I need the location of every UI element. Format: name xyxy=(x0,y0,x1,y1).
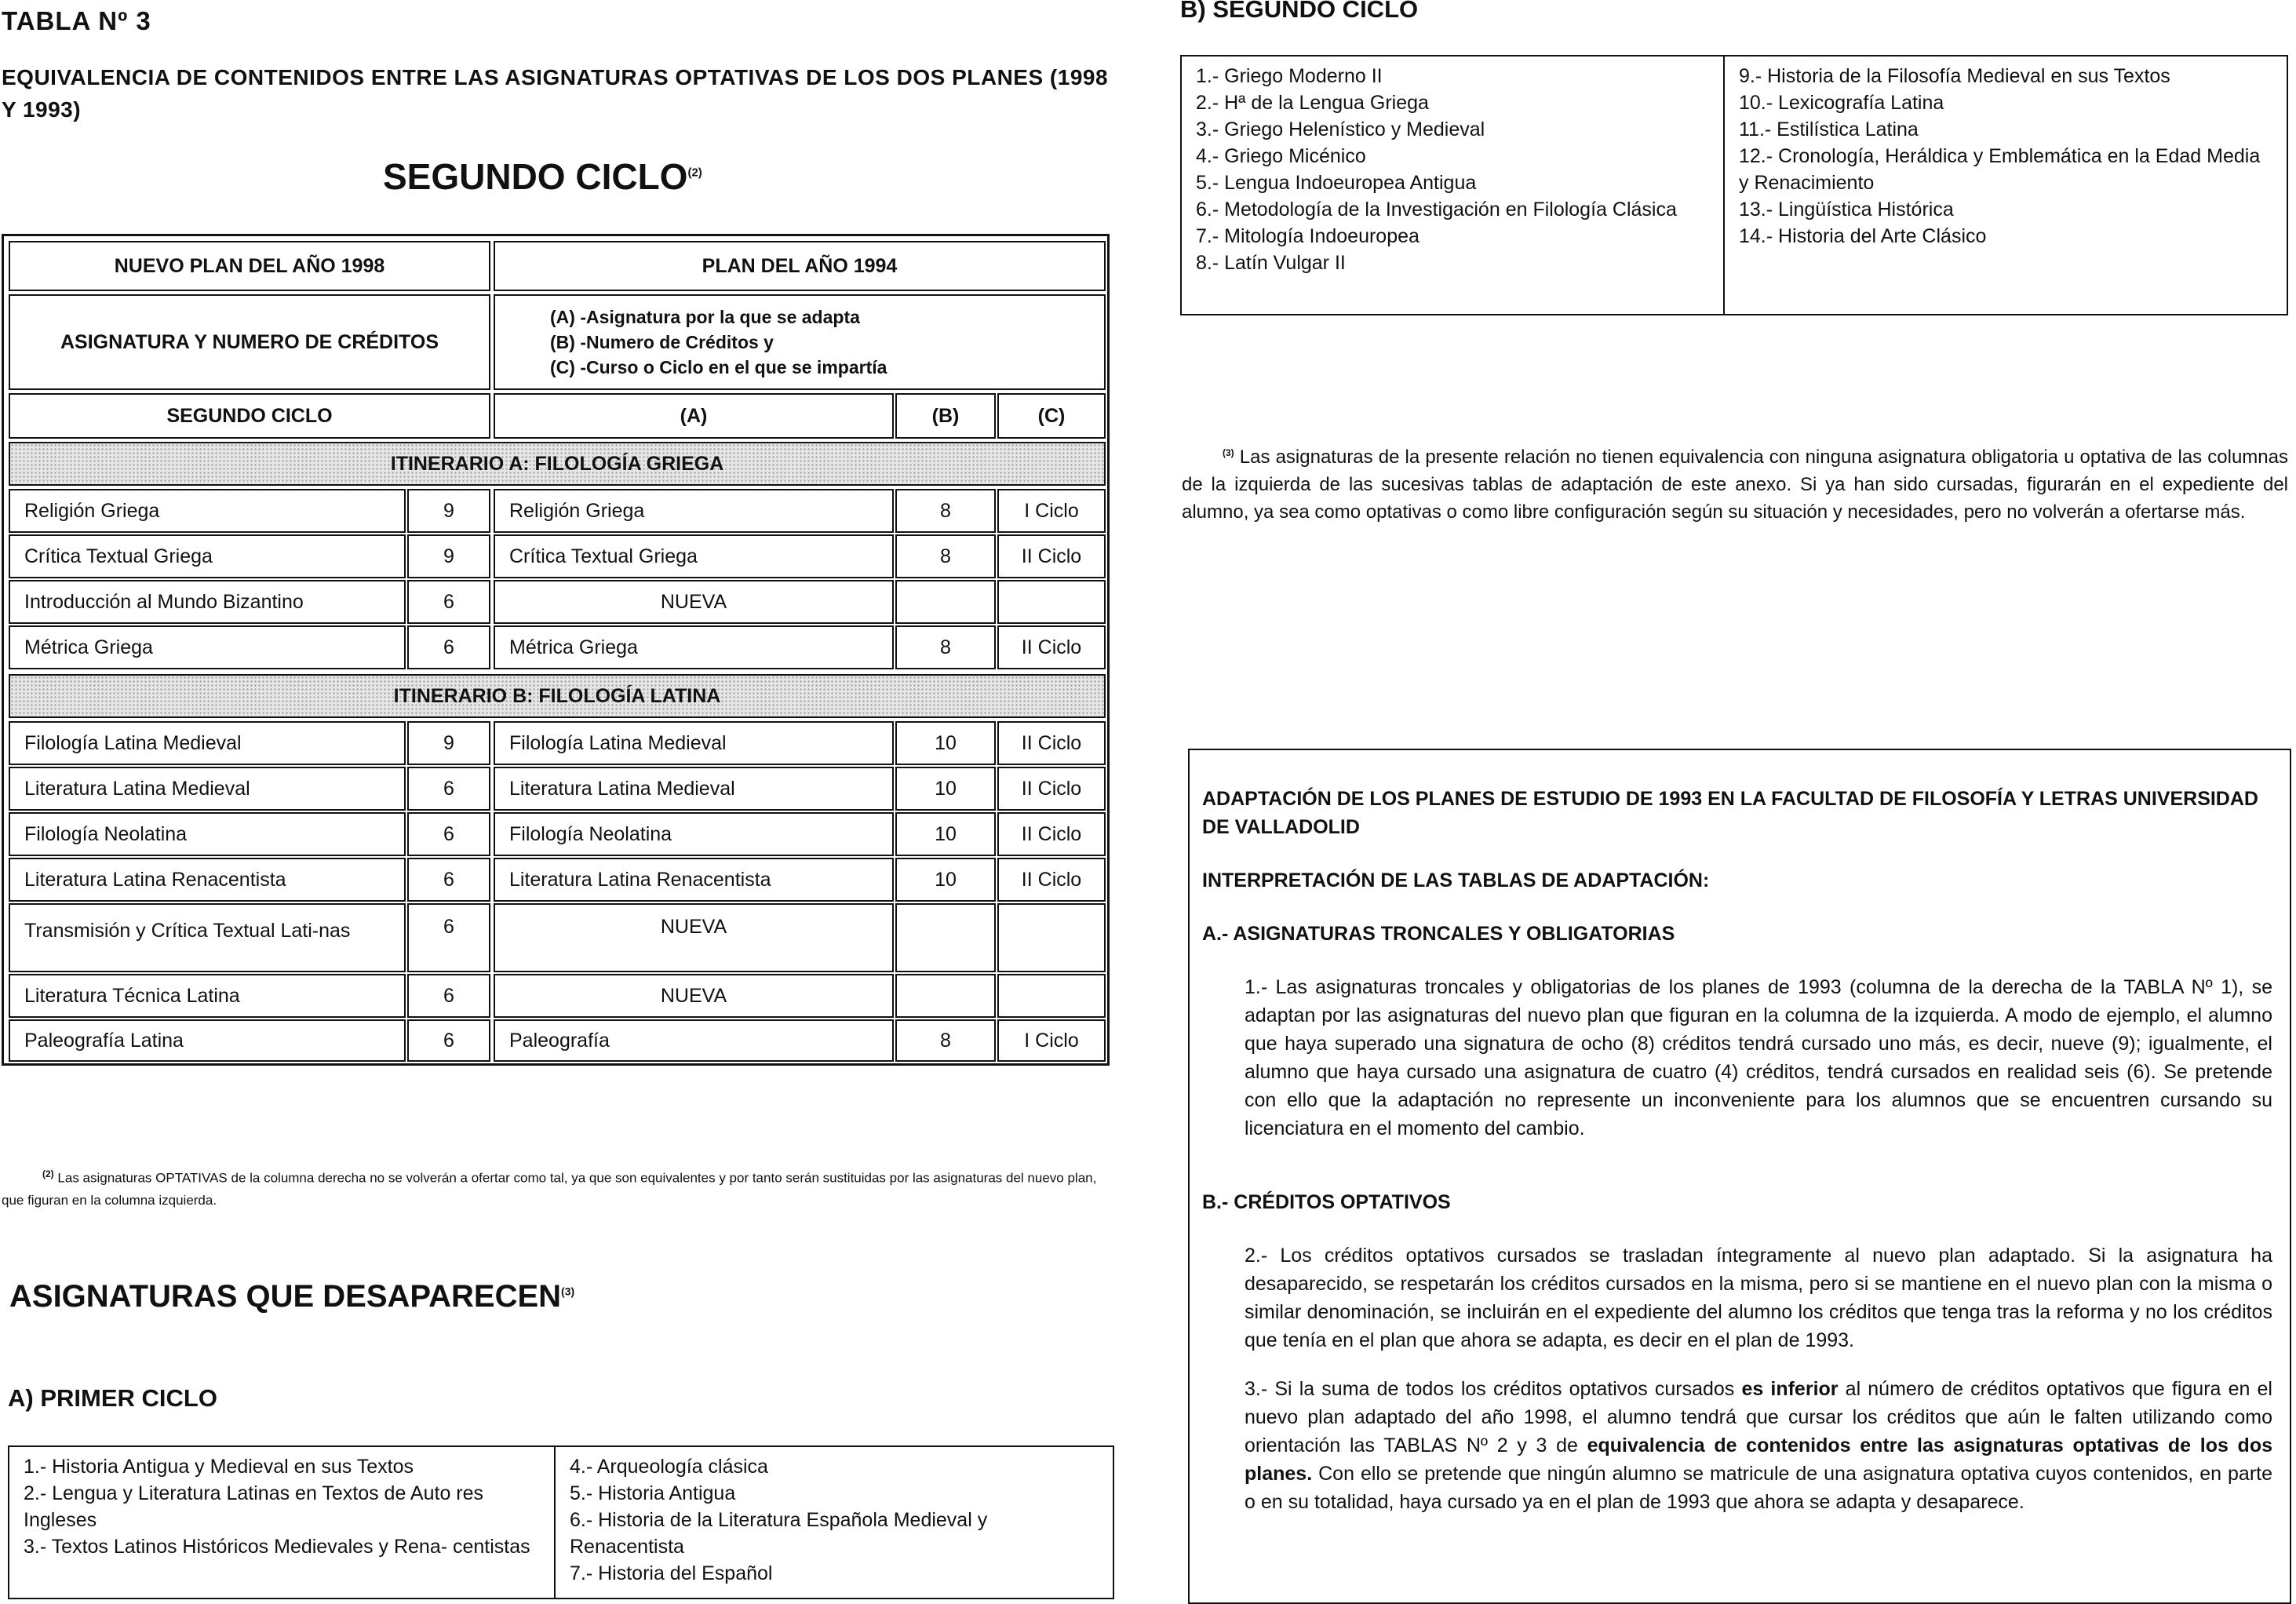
new-subject: Literatura Latina Renacentista xyxy=(9,858,406,902)
list-item: 7.- Mitología Indoeuropea xyxy=(1196,225,1420,247)
old-cycle: II Ciclo xyxy=(997,534,1106,578)
paragraph-3-text: Con ello se pretende que ningún alumno se matricule de una asignatura optativa cuyos contenidos, en parte o en su totalidad, haya cursado ya en el plan de 1993 que ahora se adapta y desaparece. xyxy=(1245,1463,2272,1513)
footnote-ref: (3) xyxy=(561,1285,575,1298)
list-item: 2.- Hª de la Lengua Griega xyxy=(1196,92,1429,114)
asig-header: ASIGNATURA Y NUMERO DE CRÉDITOS xyxy=(9,294,490,390)
paragraph-3-bold: equivalencia de contenidos entre las asignaturas optativas de los dos planes. xyxy=(1245,1434,2272,1485)
paragraph-3-text: al número de créditos optativos que figura en el nuevo plan adaptado del año 1998, el alumno tendrá que cursar los créditos que aún le falten utilizando como orientación las TABLAS Nº 2 y 3 de xyxy=(1245,1378,2272,1456)
footnote-text: Las asignaturas OPTATIVAS de la columna derecha no se volverán a ofertar como tal, ya que son equivalentes y por tanto serán sustituidas por las asignaturas del nuevo plan, que figuran en la columna izquierda. xyxy=(2,1170,1097,1208)
section-heading-segundo-ciclo xyxy=(383,155,702,198)
new-subject: Literatura Latina Medieval xyxy=(9,767,406,811)
equivalence-table xyxy=(2,234,1110,1066)
new-subject: Religión Griega xyxy=(9,489,406,533)
list-item: 9.- Historia de la Filosofía Medieval en sus Textos xyxy=(1739,65,2170,87)
itinerario-b-band: ITINERARIO B: FILOLOGÍA LATINA xyxy=(9,674,1106,718)
section-heading-desaparecen xyxy=(9,1279,574,1314)
list-item: 13.- Lingüística Histórica xyxy=(1739,199,1954,221)
old-subject: Paleografía xyxy=(494,1019,894,1062)
section-heading-text: SEGUNDO CICLO xyxy=(383,156,688,197)
sub-header-c: (C) xyxy=(997,393,1106,439)
list-item: 1.- Historia Antigua y Medieval en sus Textos xyxy=(24,1456,414,1478)
col-header-old-plan: PLAN DEL AÑO 1994 xyxy=(494,241,1106,291)
sub-header-left: SEGUNDO CICLO xyxy=(9,393,490,439)
old-cycle: I Ciclo xyxy=(997,1019,1106,1062)
old-subject: Métrica Griega xyxy=(494,625,894,669)
old-subject: NUEVA xyxy=(494,974,894,1018)
list-item: 6.- Historia de la Literatura Española Medieval y Renacentista xyxy=(570,1509,988,1558)
list-item: 3.- Textos Latinos Históricos Medievales y Rena- centistas xyxy=(24,1536,530,1558)
list-item: 12.- Cronología, Heráldica y Emblemática en la Edad Media y Renacimiento xyxy=(1739,145,2261,194)
old-credits xyxy=(895,903,996,972)
old-credits: 8 xyxy=(895,489,996,533)
primer-ciclo-list xyxy=(8,1445,1114,1599)
old-cycle xyxy=(997,974,1106,1018)
box-heading: ADAPTACIÓN DE LOS PLANES DE ESTUDIO DE 1993 EN LA FACULTAD DE FILOSOFÍA Y LETRAS UNIVERSIDAD DE VALLADOLID xyxy=(1202,788,2258,838)
old-subject: NUEVA xyxy=(494,580,894,624)
footnote-3 xyxy=(1182,439,2288,526)
footnote-mark: (2) xyxy=(42,1168,54,1179)
section-b-heading: B.- CRÉDITOS OPTATIVOS xyxy=(1202,1191,1451,1213)
old-credits: 10 xyxy=(895,812,996,856)
old-credits xyxy=(895,974,996,1018)
list-item: 7.- Historia del Español xyxy=(570,1562,773,1584)
new-subject: Métrica Griega xyxy=(9,625,406,669)
old-subject: Religión Griega xyxy=(494,489,894,533)
legend-c: (C) -Curso o Ciclo en el que se impartía xyxy=(550,357,887,377)
old-cycle xyxy=(997,580,1106,624)
list-item: 4.- Arqueología clásica xyxy=(570,1456,768,1478)
list-item: 4.- Griego Micénico xyxy=(1196,145,1366,167)
subsection-primer-ciclo: A) PRIMER CICLO xyxy=(8,1384,217,1412)
list-item: 3.- Griego Helenístico y Medieval xyxy=(1196,118,1485,140)
list-item: 10.- Lexicografía Latina xyxy=(1739,92,1944,114)
page-title: EQUIVALENCIA DE CONTENIDOS ENTRE LAS ASIGNATURAS OPTATIVAS DE LOS DOS PLANES (1998 Y 1993) xyxy=(2,65,1109,122)
old-cycle: II Ciclo xyxy=(997,625,1106,669)
legend-b: (B) -Numero de Créditos y xyxy=(550,332,774,352)
table-number: TABLA Nº 3 xyxy=(2,6,151,35)
new-credits: 6 xyxy=(407,767,490,811)
old-subject: Filología Latina Medieval xyxy=(494,721,894,765)
footnote-mark: (3) xyxy=(1223,447,1234,458)
list-item: 1.- Griego Moderno II xyxy=(1196,65,1383,87)
segundo-ciclo-list xyxy=(1180,55,2288,315)
adaptation-box xyxy=(1188,749,2291,1604)
new-credits: 9 xyxy=(407,721,490,765)
list-item: 6.- Metodología de la Investigación en Filología Clásica xyxy=(1196,199,1677,221)
legend-cell xyxy=(494,294,1106,390)
subsection-segundo-ciclo: B) SEGUNDO CICLO xyxy=(1180,0,1419,23)
sub-header-a: (A) xyxy=(494,393,894,439)
paragraph-3 xyxy=(1245,1375,2272,1516)
footnote-text: Las asignaturas de la presente relación no tienen equivalencia con ninguna asignatura obligatoria u optativa de las columnas de la izquierda de las sucesivas tablas de adaptación de este anexo. Si ya han sido cursadas, figurarán en el expediente del alumno, ya sea como optativas o como libre configuración según su situación y necesidades, pero no volverán a ofertarse más. xyxy=(1182,447,2288,523)
new-credits: 6 xyxy=(407,812,490,856)
new-subject: Filología Neolatina xyxy=(9,812,406,856)
new-subject: Literatura Técnica Latina xyxy=(9,974,406,1018)
new-credits: 6 xyxy=(407,1019,490,1062)
old-credits: 8 xyxy=(895,534,996,578)
list-item: 14.- Historia del Arte Clásico xyxy=(1739,225,1987,247)
new-credits: 6 xyxy=(407,625,490,669)
old-subject: Literatura Latina Medieval xyxy=(494,767,894,811)
old-subject: Crítica Textual Griega xyxy=(494,534,894,578)
old-subject: NUEVA xyxy=(494,903,894,972)
old-cycle: II Ciclo xyxy=(997,767,1106,811)
new-credits: 9 xyxy=(407,489,490,533)
new-subject: Paleografía Latina xyxy=(9,1019,406,1062)
itinerario-a-band: ITINERARIO A: FILOLOGÍA GRIEGA xyxy=(9,442,1106,486)
sub-header-b: (B) xyxy=(895,393,996,439)
list-item: 8.- Latín Vulgar II xyxy=(1196,252,1346,274)
new-credits: 6 xyxy=(407,974,490,1018)
legend-a: (A) -Asignatura por la que se adapta xyxy=(550,307,860,327)
footnote-2 xyxy=(2,1163,1110,1212)
paragraph-2: 2.- Los créditos optativos cursados se trasladan íntegramente al nuevo plan adaptado. Si la asignatura ha desaparecido, se respetarán los créditos cursados en la misma, pero si se mantiene en el nuevo plan con la misma o similar denominación, se incluirán en el expediente del alumno los créditos que tenga tras la reforma y no los créditos que tenía en el plan que ahora se adapta, es decir en el plan de 1993. xyxy=(1245,1245,2272,1351)
col-header-new-plan: NUEVO PLAN DEL AÑO 1998 xyxy=(9,241,490,291)
new-credits: 6 xyxy=(407,903,490,972)
section-a-heading: A.- ASIGNATURAS TRONCALES Y OBLIGATORIAS xyxy=(1202,923,1675,945)
paragraph-3-bold: es inferior xyxy=(1741,1378,1839,1400)
list-column-right xyxy=(1723,57,2287,314)
interpretation-heading: INTERPRETACIÓN DE LAS TABLAS DE ADAPTACIÓN: xyxy=(1202,869,1710,891)
old-credits: 8 xyxy=(895,625,996,669)
new-subject: Introducción al Mundo Bizantino xyxy=(9,580,406,624)
old-cycle: II Ciclo xyxy=(997,812,1106,856)
section-heading-text: ASIGNATURAS QUE DESAPARECEN xyxy=(9,1279,562,1314)
list-item: 5.- Historia Antigua xyxy=(570,1482,736,1504)
list-column-left xyxy=(9,1447,554,1598)
old-cycle xyxy=(997,903,1106,972)
old-cycle: I Ciclo xyxy=(997,489,1106,533)
list-item: 11.- Estilística Latina xyxy=(1739,118,1919,140)
new-credits: 6 xyxy=(407,580,490,624)
new-credits: 9 xyxy=(407,534,490,578)
old-credits xyxy=(895,580,996,624)
list-item: 2.- Lengua y Literatura Latinas en Textos de Auto res Ingleses xyxy=(24,1482,484,1531)
old-credits: 10 xyxy=(895,767,996,811)
old-credits: 8 xyxy=(895,1019,996,1062)
new-subject: Transmisión y Crítica Textual Lati-nas xyxy=(9,903,406,972)
old-subject: Filología Neolatina xyxy=(494,812,894,856)
old-cycle: II Ciclo xyxy=(997,858,1106,902)
old-credits: 10 xyxy=(895,858,996,902)
list-column-left xyxy=(1182,57,1723,314)
paragraph-1: 1.- Las asignaturas troncales y obligatorias de los planes de 1993 (columna de la derecha de la TABLA Nº 1), se adaptan por las asignaturas del nuevo plan que figuran en la columna de la izquierda. A modo de ejemplo, el alumno que haya superado una signatura de ocho (8) créditos tendrá cursado uno más, es decir, nueve (9); igualmente, el alumno que haya cursado una asignatura de cuatro (4) créditos, tendrá cursados en realidad seis (6). Se pretende con ello que la adaptación no represente un inconveniente para los alumnos que se encuentren cursando su licenciatura en el momento del cambio. xyxy=(1245,976,2272,1139)
list-item: 5.- Lengua Indoeuropea Antigua xyxy=(1196,172,1477,194)
footnote-ref: (2) xyxy=(687,166,702,180)
legend-lines xyxy=(550,304,887,380)
new-subject: Crítica Textual Griega xyxy=(9,534,406,578)
new-credits: 6 xyxy=(407,858,490,902)
new-subject: Filología Latina Medieval xyxy=(9,721,406,765)
old-credits: 10 xyxy=(895,721,996,765)
paragraph-3-text: 3.- Si la suma de todos los créditos optativos cursados xyxy=(1245,1378,1742,1400)
old-cycle: II Ciclo xyxy=(997,721,1106,765)
list-column-right xyxy=(554,1447,1113,1598)
old-subject: Literatura Latina Renacentista xyxy=(494,858,894,902)
